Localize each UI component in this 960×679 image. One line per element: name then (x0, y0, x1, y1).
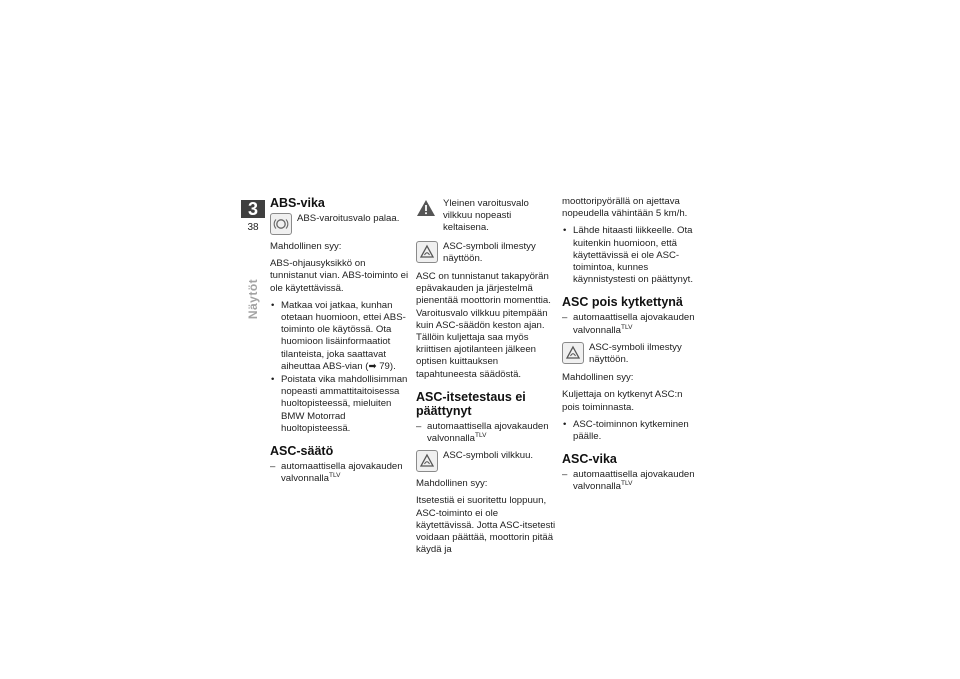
asc-symbol-icon (562, 342, 584, 364)
list-item (562, 469, 702, 493)
asc-off-list (562, 312, 702, 336)
asc-on-action: ASC-toiminnon kytkeminen päälle. (573, 418, 689, 443)
asc-off-actions (562, 419, 702, 443)
asc-fault-heading: ASC-vika (562, 452, 617, 467)
page-number: 38 (247, 222, 259, 233)
asc-off-cause-text: Kuljettaja on kytkenyt ASC:n pois toiminnasta. (562, 389, 683, 413)
abs-actions-list (270, 300, 410, 435)
warning-triangle-icon (416, 198, 436, 218)
list-item (562, 419, 702, 443)
chapter-tab: 3 (241, 200, 265, 218)
column-3 (562, 196, 702, 499)
section-label: Näytöt (246, 278, 260, 320)
list-item (416, 421, 556, 445)
asc-description: ASC on tunnistanut takapyörän epävakauden ja järjestelmä pienentää moottorin momenttia. Varoitusvalo vilkkuu pitempään kuin ASC-säädön keston ajan. Tällöin kuljettaja saa myös kriittisen ajotilanteen jälkeen optisen kuittauksen tapahtuneesta säädöstä. (416, 271, 551, 380)
asc-selftest-monitor: automaattisella ajovakauden valvonnalla (427, 420, 549, 445)
start-action: Lähde hitaasti liikkeelle. Ota kuitenkin huomioon, että käytettävissä ei ole ASC-toimintoa, kunnes käynnistystesti on päättynyt. (573, 225, 693, 286)
asc-off-symbol-text: ASC-symboli ilmestyy näyttöön. (589, 341, 682, 366)
asc-selftest-cause-text: Itsetestiä ei suoritettu loppuun, ASC-toiminto ei ole käytettävissä. Jotta ASC-itsetesti voidaan päättää, moottorin pitää käydä ja (416, 495, 556, 556)
asc-symbol-text: ASC-symboli ilmestyy näyttöön. (443, 240, 536, 264)
general-warning-text: Yleinen varoitusvalo vilkkuu nopeasti keltaisena. (443, 198, 529, 234)
abs-lamp-row (270, 213, 410, 235)
list-item (270, 300, 410, 373)
abs-cause-label: Mahdollinen syy: (270, 241, 342, 252)
abs-cause-text: ABS-ohjausyksikkö on tunnistanut vian. ABS-toiminto ei ole käytettävissä. (270, 258, 409, 294)
asc-off-symbol-row (562, 342, 702, 366)
tlv-mark: TLV (475, 432, 487, 440)
asc-blink-row (416, 450, 556, 472)
abs-action-2: Poistata vika mahdollisimman nopeasti ammattitaitoisessa huoltopisteessä, mieluiten BMW Motorrad huoltopisteessä. (281, 374, 408, 434)
abs-fault-heading: ABS-vika (270, 196, 325, 210)
tlv-mark: TLV (621, 323, 633, 331)
asc-blink-text: ASC-symboli vilkkuu. (443, 450, 534, 462)
asc-control-monitor: automaattisella ajovakauden valvonnalla (281, 461, 403, 485)
asc-selftest-cause-label: Mahdollinen syy: (416, 478, 488, 490)
asc-selftest-list (416, 421, 556, 445)
list-item (270, 374, 410, 435)
asc-symbol-icon (416, 450, 438, 472)
list-item (562, 312, 702, 336)
asc-fault-list (562, 469, 702, 493)
asc-control-list (270, 461, 410, 485)
start-list (562, 225, 702, 286)
asc-selftest-heading: ASC-itsetestaus ei päättynyt (416, 389, 526, 418)
asc-off-cause-label: Mahdollinen syy: (562, 372, 634, 384)
abs-lamp-text: ABS-varoitusvalo palaa. (297, 213, 400, 224)
asc-control-heading: ASC-säätö (270, 444, 334, 459)
abs-warning-icon (270, 213, 292, 235)
tlv-mark: TLV (329, 472, 341, 480)
ref-page: 79). (379, 360, 396, 372)
abs-action-1: Matkaa voi jatkaa, kunhan otetaan huomioon, ettei ABS-toiminto ole käytössä. Ota huomioon lisäinformaatiot tilanteista, joka saattavat aiheuttaa ABS-vian (281, 299, 406, 372)
column-2 (416, 196, 556, 561)
list-item (562, 225, 702, 286)
continued-text: moottoripyörällä on ajettava nopeudella vähintään 5 km/h. (562, 196, 688, 220)
ref-open: ( (365, 360, 369, 372)
asc-symbol-row (416, 241, 556, 265)
list-item (270, 461, 410, 485)
column-1 (270, 196, 410, 490)
tlv-mark: TLV (621, 480, 633, 488)
asc-off-heading: ASC pois kytkettynä (562, 295, 683, 310)
asc-fault-monitor: automaattisella ajovakauden valvonnalla (573, 469, 695, 493)
asc-off-monitor: automaattisella ajovakauden valvonnalla (573, 312, 695, 336)
general-warning-row (416, 198, 556, 235)
ref-arrow-icon: ➡ (368, 360, 377, 372)
asc-symbol-icon (416, 241, 438, 263)
